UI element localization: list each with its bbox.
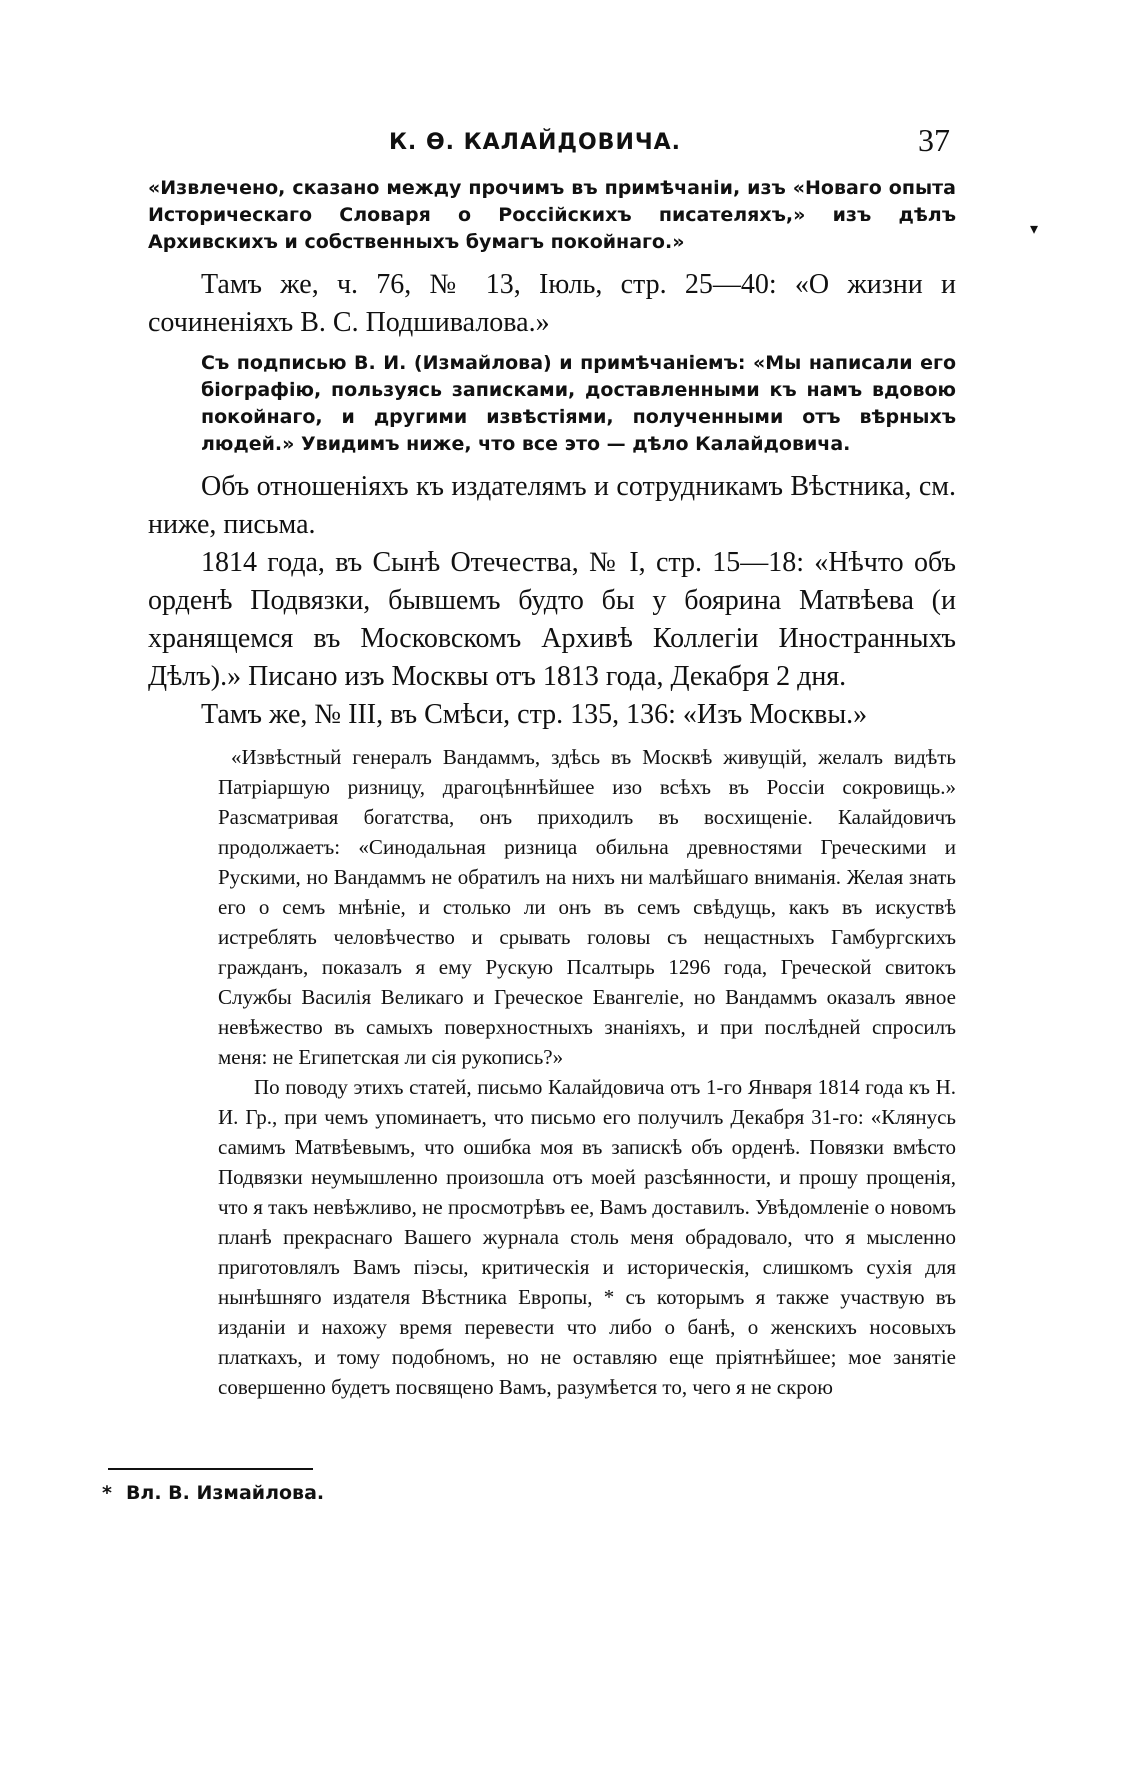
paragraph-1: «Извлечено, сказано между прочимъ въ примѣчаніи, изъ «Новаго опыта Историческаго Словаря о Россійскихъ писателяхъ,» изъ дѣлъ Архивскихъ и собственныхъ бумагъ покойнаго.»: [148, 177, 956, 253]
footnote: [102, 1482, 324, 1504]
paragraph-6: Тамъ же, № III, въ Смѣси, стр. 135, 136: «Изъ Москвы.»: [201, 699, 868, 730]
footnote-mark: *: [102, 1482, 112, 1504]
paragraph-4: Объ отношеніяхъ къ издателямъ и сотрудникамъ Вѣстника, см. ниже, письма.: [148, 471, 956, 540]
running-head: К. Ө. КАЛАЙДОВИЧА.: [388, 130, 682, 155]
body-text: [148, 175, 956, 1402]
footnote-text: Вл. В. Измайлова.: [125, 1482, 325, 1504]
paragraph-5: 1814 года, въ Сынѣ Отечества, № I, стр. 15—18: «Нѣчто объ орденѣ Подвязки, бывшемъ будто бы у боярина Матвѣева (и хранящемся въ Московскомъ Архивѣ Коллегіи Иностранныхъ Дѣлъ).» Писано изъ Москвы отъ 1813 года, Декабря 2 дня.: [148, 547, 956, 692]
footnote-rule: [108, 1468, 313, 1470]
paragraph-2: Тамъ же, ч. 76, № 13, Іюль, стр. 25—40: «О жизни и сочиненіяхъ В. С. Подшивалова.»: [148, 269, 956, 338]
page-number: 37: [918, 122, 950, 158]
paragraph-8-letter: По поводу этихъ статей, письмо Калайдовича отъ 1-го Января 1814 года къ Н. И. Гр., при чемъ упоминаетъ, что письмо его получилъ Декабря 31-го: «Клянусь самимъ Матвѣевымъ, что ошибка моя въ запискѣ объ орденѣ. Повязки вмѣсто Подвязки неумышленно произошла отъ моей разсѣянности, и прошу прощенія, что я такъ невѣжливо, не просмотрѣвъ ее, Вамъ доставилъ. Увѣдомленіе о новомъ планѣ прекраснаго Вашего журнала столь меня обрадовало, что я мысленно приготовлялъ Вамъ піэсы, критическія и историческія, слишкомъ сухія для нынѣшняго издателя Вѣстника Европы, * съ которымъ я также участвую въ изданіи и нахожу время перевести что либо о банѣ, о женскихъ носовыхъ платкахъ, и тому подобномъ, но не оставляю еще пріятнѣйшее; мое занятіе совершенно будетъ посвящено Вамъ, разумѣется то, чего я не скрою: [218, 1075, 956, 1399]
page-header: [120, 122, 950, 162]
paragraph-7-quote: «Извѣстный генералъ Вандаммъ, здѣсь въ Москвѣ живущій, желалъ видѣть Патріаршую ризницу, драгоцѣннѣйшее изо всѣхъ въ Россіи сокровищь.» Разсматривая богатства, онъ приходилъ въ восхищеніе. Калайдовичъ продолжаетъ: «Синодальная ризница обильна древностями Греческими и Рускими, но Вандаммъ не обратилъ на нихъ ни малѣйшаго вниманія. Желая знать его о семъ мнѣніе, и столько ли онъ въ семъ свѣдущь, какъ въ искуствѣ истреблять человѣчество и срывать головы съ нещастныхъ Гамбургскихъ гражданъ, показалъ я ему Рускую Псалтырь 1296 года, Греческой свитокъ Службы Василія Великаго и Греческое Евангеліе, но Вандаммъ оказалъ явное невѣжество въ самыхъ поверхностныхъ знаніяхъ, и при послѣдней спросилъ меня: не Египетская ли сія рукопись?»: [218, 745, 956, 1069]
stray-ink-dot: ▾: [1030, 219, 1039, 238]
paragraph-3: Съ подписью В. И. (Измайлова) и примѣчаніемъ: «Мы написали его біографію, пользуясь записками, доставленными къ намъ вдовою покойнаго, и другими извѣстіями, полученными отъ вѣрныхъ людей.» Увидимъ ниже, что все это — дѣло Калайдовича.: [201, 352, 956, 455]
